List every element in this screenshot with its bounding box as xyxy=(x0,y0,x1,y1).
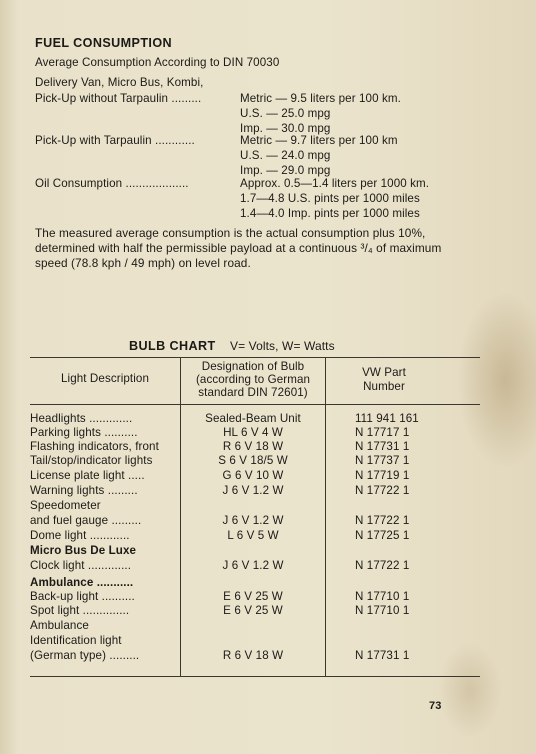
row-desc: Ambulance xyxy=(30,619,89,632)
row-desc: and fuel gauge ......... xyxy=(30,514,142,527)
pickup-with-label: Pick-Up with Tarpaulin ............ xyxy=(35,134,195,147)
row-bulb: G 6 V 10 W xyxy=(222,469,284,482)
row-bulb: J 6 V 1.2 W xyxy=(222,559,284,572)
row-desc: Identification light xyxy=(30,634,122,647)
row-bulb: J 6 V 1.2 W xyxy=(222,484,284,497)
row-section-heading: Micro Bus De Luxe xyxy=(30,544,137,557)
row-bulb: L 6 V 5 W xyxy=(227,529,279,542)
fuel-subtitle: Average Consumption According to DIN 70030 xyxy=(35,56,280,69)
row-desc: (German type) ......... xyxy=(30,649,140,662)
oil-label: Oil Consumption ................... xyxy=(35,177,189,190)
row-desc: Speedometer xyxy=(30,499,101,512)
row-bulb: J 6 V 1.2 W xyxy=(222,514,284,527)
pickup-without-us: U.S. — 25.0 mpg xyxy=(240,107,331,120)
pickup-with-us: U.S. — 24.0 mpg xyxy=(240,149,331,162)
header-light-description: Light Description xyxy=(60,372,150,385)
row-desc: Headlights ............. xyxy=(30,412,133,425)
note-line-2: determined with half the permissible payload at a continuous ³/₄ of maximum xyxy=(35,241,442,255)
oil-liters: Approx. 0.5—1.4 liters per 1000 km. xyxy=(240,177,430,190)
row-part: N 17710 1 xyxy=(355,604,410,617)
row-part: N 17725 1 xyxy=(355,529,410,542)
header-designation-1: Designation of Bulb xyxy=(201,360,305,373)
oil-us-pints: 1.7—4.8 U.S. pints per 1000 miles xyxy=(240,192,420,205)
bulb-chart-units: V= Volts, W= Watts xyxy=(230,339,335,353)
oil-imp-pints: 1.4—4.0 Imp. pints per 1000 miles xyxy=(240,207,420,220)
row-bulb: R 6 V 18 W xyxy=(222,440,284,453)
table-bottom-rule xyxy=(30,676,480,677)
table-divider-2 xyxy=(325,357,326,677)
row-bulb: HL 6 V 4 W xyxy=(223,426,283,439)
header-designation-2: (according to German xyxy=(195,373,311,386)
row-part: N 17710 1 xyxy=(355,590,410,603)
row-bulb: E 6 V 25 W xyxy=(223,604,283,617)
pickup-with-metric: Metric — 9.7 liters per 100 km xyxy=(240,134,398,147)
row-bulb: E 6 V 25 W xyxy=(223,590,283,603)
row-part: N 17731 1 xyxy=(355,649,410,662)
vehicles-line: Delivery Van, Micro Bus, Kombi, xyxy=(35,76,204,89)
row-part: N 17722 1 xyxy=(355,559,410,572)
row-part: N 17717 1 xyxy=(355,426,410,439)
pickup-without-metric: Metric — 9.5 liters per 100 km. xyxy=(240,92,401,105)
header-part-1: VW Part xyxy=(362,366,406,379)
row-section-heading: Ambulance ........... xyxy=(30,576,134,589)
row-part: N 17731 1 xyxy=(355,440,410,453)
row-bulb: R 6 V 18 W xyxy=(222,649,284,662)
bulb-chart-title: BULB CHART xyxy=(129,339,216,353)
row-part: N 17719 1 xyxy=(355,469,410,482)
page-number: 73 xyxy=(429,700,442,712)
row-part: N 17722 1 xyxy=(355,514,410,527)
row-desc: Spot light .............. xyxy=(30,604,130,617)
note-line-1: The measured average consumption is the actual consumption plus 10%, xyxy=(35,226,426,240)
pickup-with-imp: Imp. — 29.0 mpg xyxy=(240,164,331,177)
row-part: 111 941 161 xyxy=(355,412,419,425)
row-desc: Dome light ............ xyxy=(30,529,130,542)
row-bulb: S 6 V 18/5 W xyxy=(218,454,288,467)
fuel-title: FUEL CONSUMPTION xyxy=(35,36,173,50)
row-desc: Parking lights .......... xyxy=(30,426,138,439)
table-header-rule xyxy=(30,404,480,405)
row-desc: Warning lights ......... xyxy=(30,484,138,497)
table-top-rule xyxy=(30,357,480,358)
row-desc: Clock light ............. xyxy=(30,559,132,572)
row-desc: Back-up light .......... xyxy=(30,590,135,603)
row-desc: Flashing indicators, front xyxy=(30,440,159,453)
pickup-without-label: Pick-Up without Tarpaulin ......... xyxy=(35,92,202,105)
row-desc: License plate light ..... xyxy=(30,469,145,482)
header-designation-3: standard DIN 72601) xyxy=(198,386,308,399)
row-bulb: Sealed-Beam Unit xyxy=(205,412,301,425)
row-part: N 17722 1 xyxy=(355,484,410,497)
row-part: N 17737 1 xyxy=(355,454,410,467)
header-part-2: Number xyxy=(363,380,405,393)
row-desc: Tail/stop/indicator lights xyxy=(30,454,153,467)
pickup-without-imp: Imp. — 30.0 mpg xyxy=(240,122,331,135)
note-line-3: speed (78.8 kph / 49 mph) on level road. xyxy=(35,256,251,270)
